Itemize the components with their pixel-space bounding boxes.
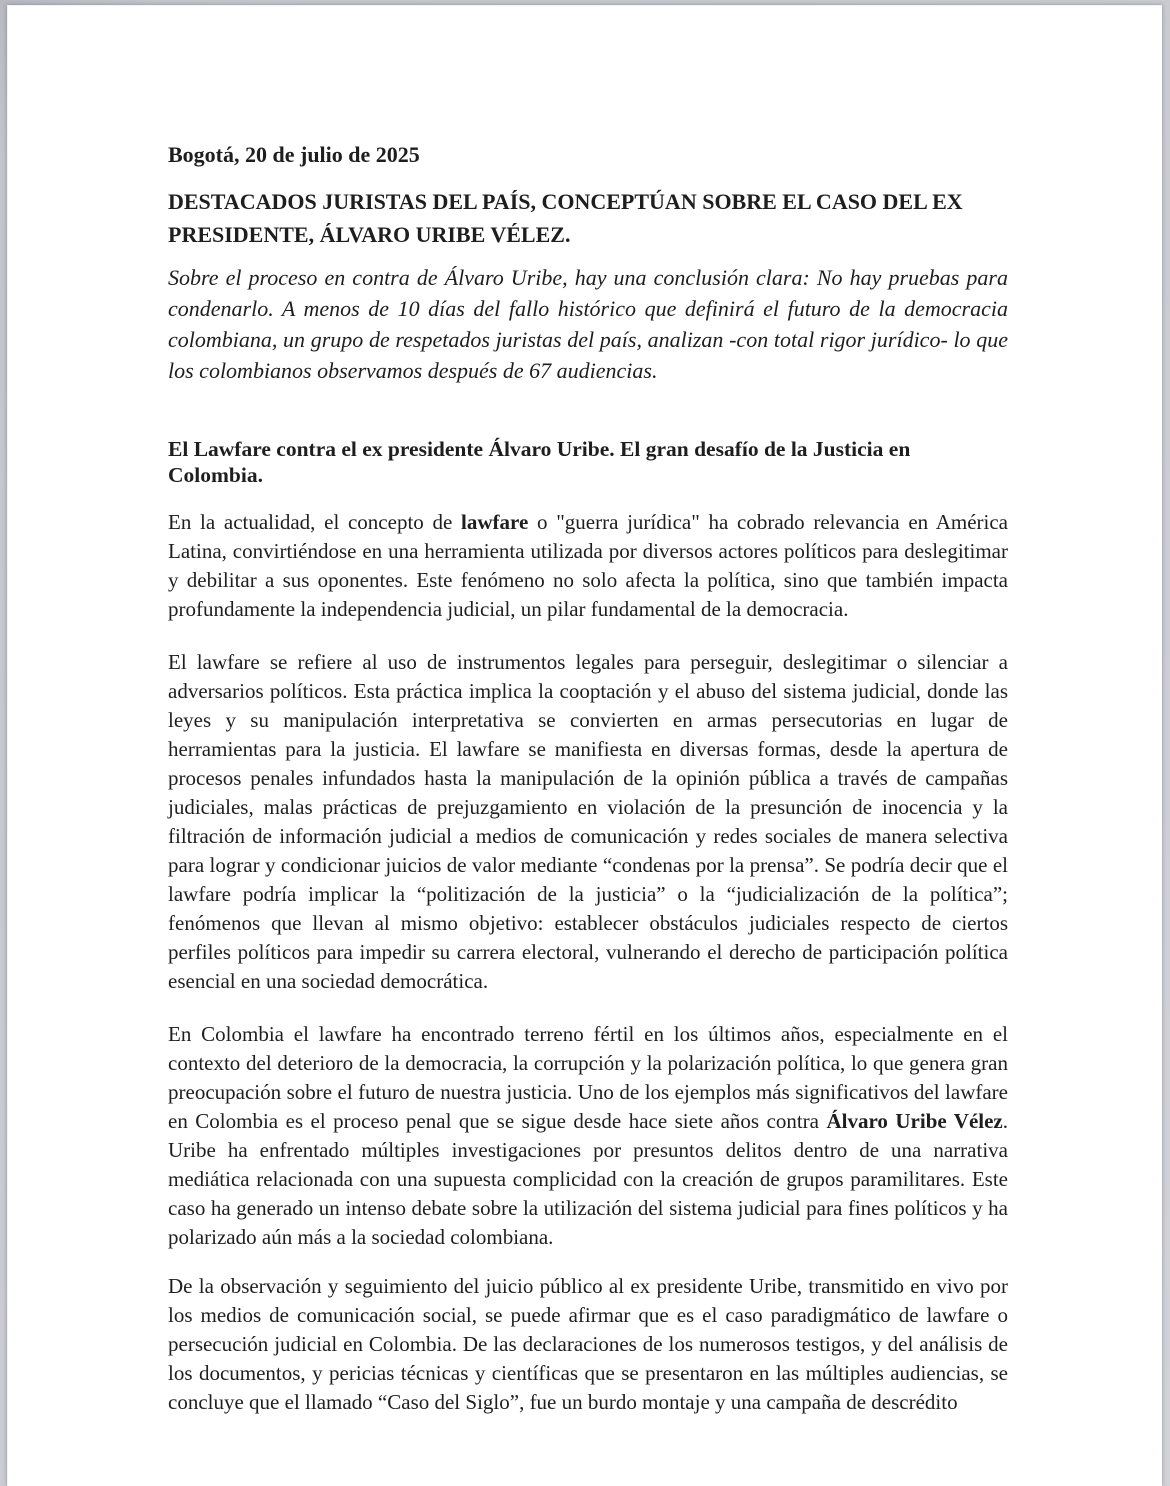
lede-paragraph: Sobre el proceso en contra de Álvaro Uribe, hay una conclusión clara: No hay pruebas para condenarlo. A menos de 10 días del fallo histórico que definirá el futuro de la democracia colombiana, un grupo de respetados juristas del país, analizan -con total rigor jurídico- lo que los colombianos observamos después de 67 audiencias. (168, 265, 1008, 383)
text-run: En la actualidad, el concepto de (168, 510, 462, 534)
bold-term-lawfare: lawfare (461, 510, 529, 534)
document-content (7, 5, 1162, 1417)
bold-term-alvaro-uribe-velez: Álvaro Uribe Vélez (826, 1109, 1003, 1133)
body-paragraph-3 (168, 1020, 1008, 1252)
section-heading: El Lawfare contra el ex presidente Álvaro Uribe. El gran desafío de la Justicia en Colombia. (168, 437, 911, 487)
text-run: En Colombia el lawfare ha encontrado terreno fértil en los últimos años, especialmente en el contexto del deterioro de la democracia, la corrupción y la polarización política, lo que genera gran preocupación sobre el futuro de nuestra justicia. Uno de los ejemplos más significativos del lawfare en Colombia es el proceso penal que se sigue desde hace siete años contra (168, 1022, 1008, 1133)
body-paragraph-1 (168, 508, 1008, 624)
document-page (7, 5, 1162, 1486)
body-paragraph-4: De la observación y seguimiento del juicio público al ex presidente Uribe, transmitido en vivo por los medios de comunicación social, se puede afirmar que es el caso paradigmático de lawfare o persecución judicial en Colombia. De las declaraciones de los numerosos testigos, y del análisis de los documentos, y pericias técnicas y científicas que se presentaron en las múltiples audiencias, se concluye que el llamado “Caso del Siglo”, fue un burdo montaje y una campaña de descrédito (168, 1274, 1008, 1414)
document-title: DESTACADOS JURISTAS DEL PAÍS, CONCEPTÚAN SOBRE EL CASO DEL EX PRESIDENTE, ÁLVARO URIBE VÉLEZ. (168, 189, 963, 247)
body-paragraph-2: El lawfare se refiere al uso de instrumentos legales para perseguir, deslegitimar o silenciar a adversarios políticos. Esta práctica implica la cooptación y el abuso del sistema judicial, donde las leyes y su manipulación interpretativa se convierten en armas persecutorias en lugar de herramientas para la justicia. El lawfare se manifiesta en diversas formas, desde la apertura de procesos penales infundados hasta la manipulación de la opinión pública a través de campañas judiciales, malas prácticas de prejuzgamiento en violación de la presunción de inocencia y la filtración de información judicial a medios de comunicación y redes sociales de manera selectiva para lograr y condicionar juicios de valor mediante “condenas por la prensa”. Se podría decir que el lawfare podría implicar la “politización de la justicia” o la “judicialización de la política”; fenómenos que llevan al mismo objetivo: establecer obstáculos judiciales respecto de ciertos perfiles políticos para impedir su carrera electoral, vulnerando el derecho de participación política esencial en una sociedad democrática. (168, 650, 1008, 993)
text-run: o "guerra jurídica" ha cobrado relevancia en América Latina, convirtiéndose en una herramienta utilizada por diversos actores políticos para deslegitimar y debilitar a sus oponentes. Este fenómeno no solo afecta la política, sino que también impacta profundamente la independencia judicial, un pilar fundamental de la democracia. (168, 510, 1008, 621)
document-date: Bogotá, 20 de julio de 2025 (168, 142, 420, 167)
text-run: . Uribe ha enfrentado múltiples investigaciones por presuntos delitos dentro de una narrativa mediática relacionada con una supuesta complicidad con la creación de grupos paramilitares. Este caso ha generado un intenso debate sobre la utilización del sistema judicial para fines políticos y ha polarizado aún más a la sociedad colombiana. (168, 1109, 1008, 1249)
